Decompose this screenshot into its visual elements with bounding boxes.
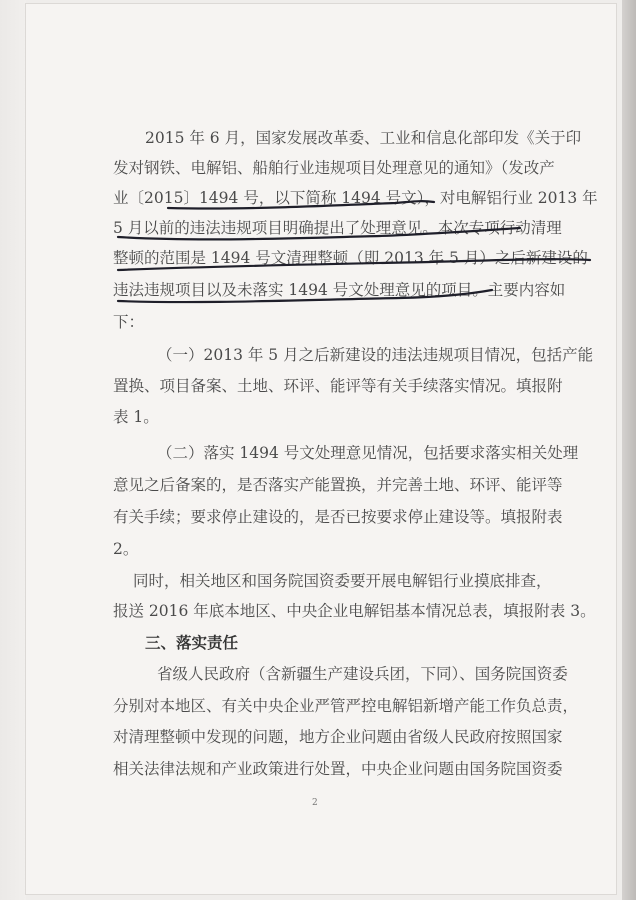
page-number: 2 <box>312 798 318 808</box>
text-line: 省级人民政府（含新疆生产建设兵团，下同）、国务院国资委 <box>157 665 568 683</box>
text-line: 意见之后备案的，是否落实产能置换，并完善土地、环评、能评等 <box>113 476 563 494</box>
text-line: 表 1。 <box>113 408 159 426</box>
text-line: 相关法律法规和产业政策进行处置，中央企业问题由国务院国资委 <box>113 760 563 778</box>
text-line: 下： <box>113 313 145 331</box>
text-line: 有关手续；要求停止建设的，是否已按要求停止建设等。填报附表 <box>113 508 563 526</box>
section-heading: 三、落实责任 <box>145 633 239 652</box>
scan-left-edge <box>0 0 26 900</box>
text-line: （二）落实 1494 号文处理意见情况，包括要求落实相关处理 <box>157 444 579 462</box>
scan-right-edge <box>622 0 636 900</box>
text-line: 违法违规项目以及未落实 1494 号文处理意见的项目。主要内容如 <box>113 281 566 299</box>
text-line: （一）2013 年 5 月之后新建设的违法违规项目情况，包括产能 <box>157 346 594 364</box>
text-line: 报送 2016 年底本地区、中央企业电解铝基本情况总表，填报附表 3。 <box>113 602 596 620</box>
text-line: 2015 年 6 月，国家发展改革委、工业和信息化部印发《关于印 <box>145 129 582 147</box>
text-line: 业〔2015〕1494 号，以下简称 1494 号文），对电解铝行业 2013 年 <box>113 189 598 207</box>
text-line: 发对钢铁、电解铝、船舶行业违规项目处理意见的通知》（发改产 <box>113 159 555 177</box>
text-line: 对清理整顿中发现的问题，地方企业问题由省级人民政府按照国家 <box>113 728 563 746</box>
text-line: 整顿的范围是 1494 号文清理整顿（即 2013 年 5 月）之后新建设的 <box>113 249 588 267</box>
text-line: 2。 <box>113 540 139 558</box>
text-line: 置换、项目备案、土地、环评、能评等有关手续落实情况。填报附 <box>113 377 563 395</box>
text-line: 5 月以前的违法违规项目明确提出了处理意见。本次专项行动清理 <box>113 219 562 237</box>
text-line: 分别对本地区、有关中央企业严管严控电解铝新增产能工作负总责， <box>113 697 579 715</box>
text-line: 同时，相关地区和国务院国资委要开展电解铝行业摸底排查， <box>133 572 552 590</box>
